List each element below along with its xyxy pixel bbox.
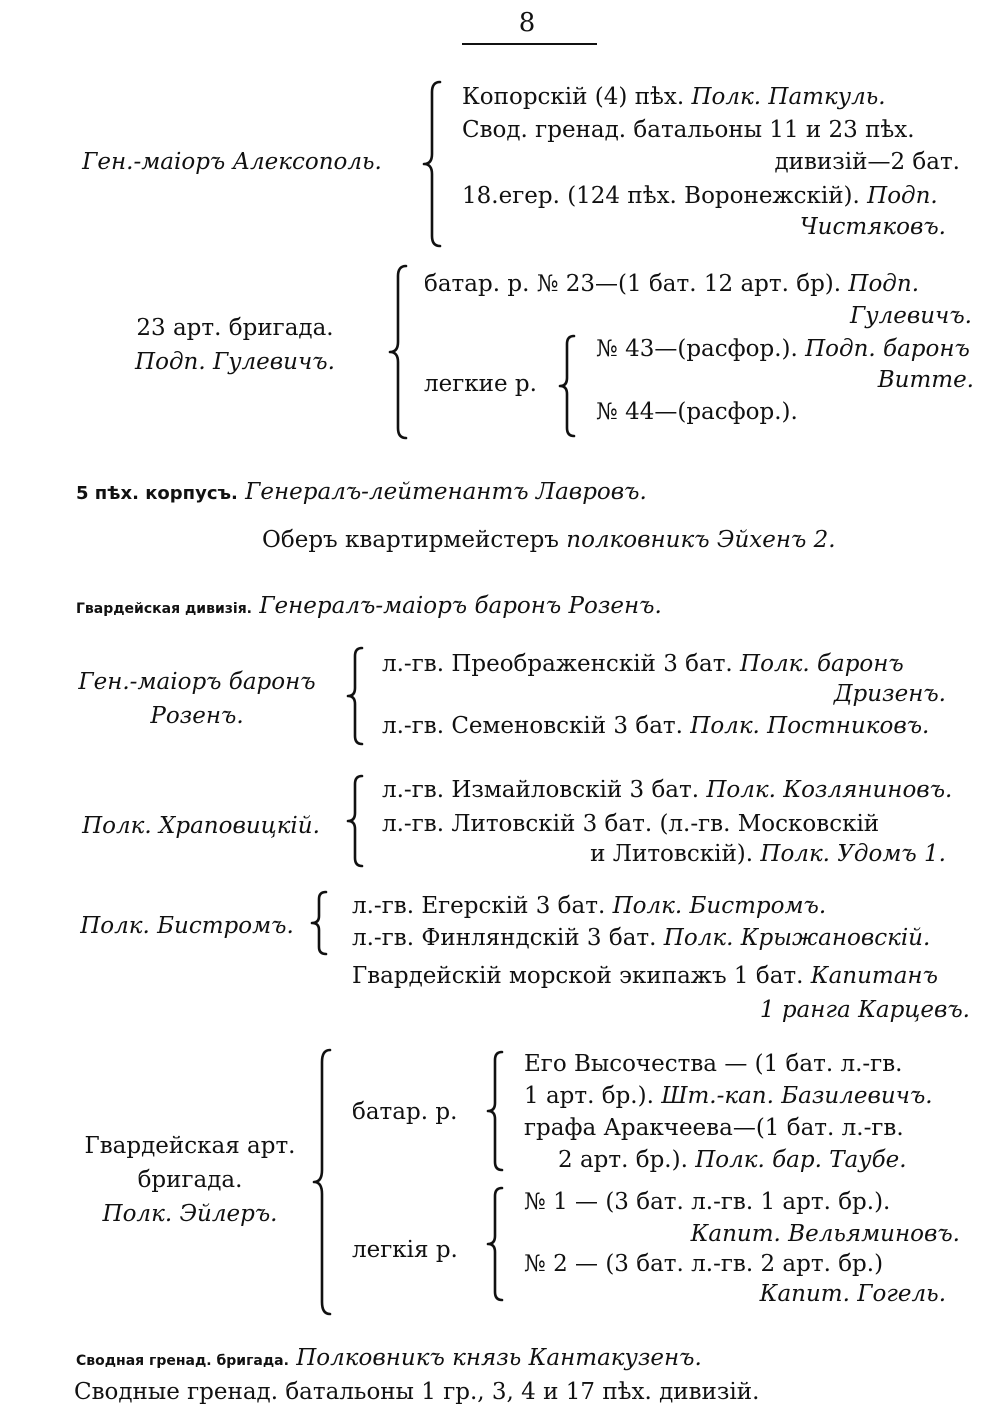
block6-commander: Полк. Эйлеръ.: [102, 1201, 278, 1227]
block4-line2-cmd: Полк. Удомъ 1.: [760, 841, 946, 867]
block4-brace: [344, 774, 366, 868]
block6-b1-l2-cmd: Шт.-кап. Базилевичъ.: [661, 1083, 933, 1109]
block1-line2-cont: дивизій—2 бат.: [774, 149, 960, 175]
block6-batar-brace: [484, 1050, 506, 1172]
block1-line1-cmd: Полк. Паткуль.: [691, 84, 886, 110]
block6-b1-l2-unit: 1 арт. бр.).: [524, 1083, 654, 1109]
guard-div-header: [76, 592, 662, 623]
block6-brace: [310, 1048, 334, 1316]
block5-line1: [352, 892, 826, 920]
guard-div-label: Гвардейская дивизія.: [76, 601, 252, 617]
corps-commander: Генералъ-лейтенантъ Лавровъ.: [245, 479, 647, 505]
block3-line1: [382, 650, 904, 678]
block1-commander: Ген.-маіоръ Алексополь.: [82, 149, 382, 175]
block3-brace: [344, 646, 366, 746]
corps-label: 5 пѣх. корпусъ.: [76, 483, 238, 504]
block6-b2-l2: [558, 1146, 907, 1174]
block6-l1-l1: № 1 — (3 бат. л.-гв. 1 арт. бр.).: [524, 1189, 891, 1215]
grenad-commander: Полковникъ князь Кантакузенъ.: [296, 1345, 702, 1371]
block2-batar-label: батар. р.: [424, 271, 530, 297]
guard-div-commander: Генералъ-маіоръ баронъ Розенъ.: [259, 593, 662, 619]
block5-line2-cmd: Полк. Крыжановскій.: [663, 925, 931, 951]
grenad-header: [76, 1344, 702, 1375]
block6-l1-l2: Капит. Вельяминовъ.: [690, 1221, 960, 1247]
block3-line1-cmd: Полк. баронъ: [740, 651, 904, 677]
block2-batar-cont: Гулевичъ.: [850, 303, 972, 329]
block6-b1-l1: Его Высочества — (1 бат. л.-гв.: [524, 1051, 903, 1077]
block3-commander-l2: Розенъ.: [150, 703, 244, 729]
block6-name-l1: Гвардейская арт.: [84, 1133, 296, 1159]
block4-line2-cont: [590, 840, 946, 868]
block3-line1-cont: Дризенъ.: [833, 681, 946, 707]
header-rule: [462, 43, 597, 45]
grenad-line: Сводные гренад. батальоны 1 гр., 3, 4 и 17 пѣх. дивизій.: [74, 1379, 760, 1405]
block1-line3: [462, 182, 938, 210]
block4-line1-unit: л.-гв. Измайловскій 3 бат.: [382, 777, 700, 803]
block2-batar-text: № 23—(1 бат. 12 арт. бр).: [536, 271, 842, 297]
block2-l44: № 44—(расфор.).: [596, 399, 798, 425]
block2-batar-cmd: Подп.: [848, 271, 920, 297]
marine-cmd: Капитанъ: [810, 963, 938, 989]
block5-brace: [308, 890, 330, 956]
block6-l2-l2: Капит. Гогель.: [759, 1281, 946, 1307]
block5-line1-cmd: Полк. Бистромъ.: [612, 893, 827, 919]
block4-line2-cont-unit: и Литовскій).: [590, 841, 754, 867]
block6-b2-l2-cmd: Полк. бар. Таубе.: [695, 1147, 907, 1173]
block1-line1-unit: Копорскій (4) пѣх.: [462, 84, 685, 110]
block6-light-label: легкія р.: [352, 1237, 458, 1263]
page-number: 8: [518, 8, 536, 38]
block4-line1: [382, 776, 952, 804]
block6-l2-l1: № 2 — (3 бат. л.-гв. 2 арт. бр.): [524, 1251, 884, 1277]
block6-b2-l2-unit: 2 арт. бр.).: [558, 1147, 688, 1173]
block2-l43: [596, 335, 970, 363]
block6-batar-label: батар. р.: [352, 1099, 458, 1125]
block6-name-l2: бригада.: [137, 1167, 243, 1193]
corps-header: [76, 478, 647, 508]
block2-light-label: легкие р.: [424, 371, 537, 397]
grenad-label: Сводная гренад. бригада.: [76, 1353, 289, 1369]
block3-commander-l1: Ген.-маіоръ баронъ: [78, 669, 316, 695]
block6-light-brace: [484, 1186, 506, 1302]
block3-line1-unit: л.-гв. Преображенскій 3 бат.: [382, 651, 733, 677]
block4-commander: Полк. Храповицкій.: [82, 813, 320, 839]
corps-qm-name: полковникъ Эйхенъ 2.: [566, 527, 836, 553]
block1-line3-unit: 18.егер. (124 пѣх. Воронежскій).: [462, 183, 860, 209]
block2-l43-cmd: Подп. баронъ: [805, 336, 970, 362]
block1-line3-cont: Чистяковъ.: [799, 214, 946, 240]
block2-name: 23 арт. бригада.: [136, 315, 334, 341]
block1-line1: [462, 83, 886, 111]
block5-line1-unit: л.-гв. Егерскій 3 бат.: [352, 893, 606, 919]
block1-brace: [420, 80, 444, 248]
block5-line2-unit: л.-гв. Финляндскій 3 бат.: [352, 925, 657, 951]
block2-commander: Подп. Гулевичъ.: [135, 349, 335, 375]
block2-l43-text: № 43—(расфор.).: [596, 336, 798, 362]
corps-qm-label: Оберъ квартирмейстеръ: [262, 527, 559, 553]
block3-line2: [382, 712, 929, 740]
block2-light-brace: [556, 334, 578, 438]
block2-l43-cont: Витте.: [877, 367, 974, 393]
block2-brace: [386, 264, 410, 440]
block6-b2-l1: графа Аракчеева—(1 бат. л.-гв.: [524, 1115, 904, 1141]
marine-unit: Гвардейскій морской экипажъ 1 бат.: [352, 963, 804, 989]
marine-cont: 1 ранга Карцевъ.: [759, 997, 970, 1023]
block2-batar: [424, 270, 919, 298]
block3-line2-cmd: Полк. Постниковъ.: [690, 713, 930, 739]
block6-b1-l2: [524, 1082, 933, 1110]
corps-qm: [262, 526, 836, 554]
block4-line1-cmd: Полк. Козляниновъ.: [706, 777, 953, 803]
block1-line3-cmd: Подп.: [867, 183, 938, 209]
block3-line2-unit: л.-гв. Семеновскій 3 бат.: [382, 713, 683, 739]
block5-line2: [352, 924, 930, 952]
marine-line1: [352, 962, 938, 990]
block5-commander: Полк. Бистромъ.: [80, 913, 294, 939]
block1-line2: Свод. гренад. батальоны 11 и 23 пѣх.: [462, 117, 915, 143]
block4-line2: л.-гв. Литовскій 3 бат. (л.-гв. Московскій: [382, 811, 880, 837]
